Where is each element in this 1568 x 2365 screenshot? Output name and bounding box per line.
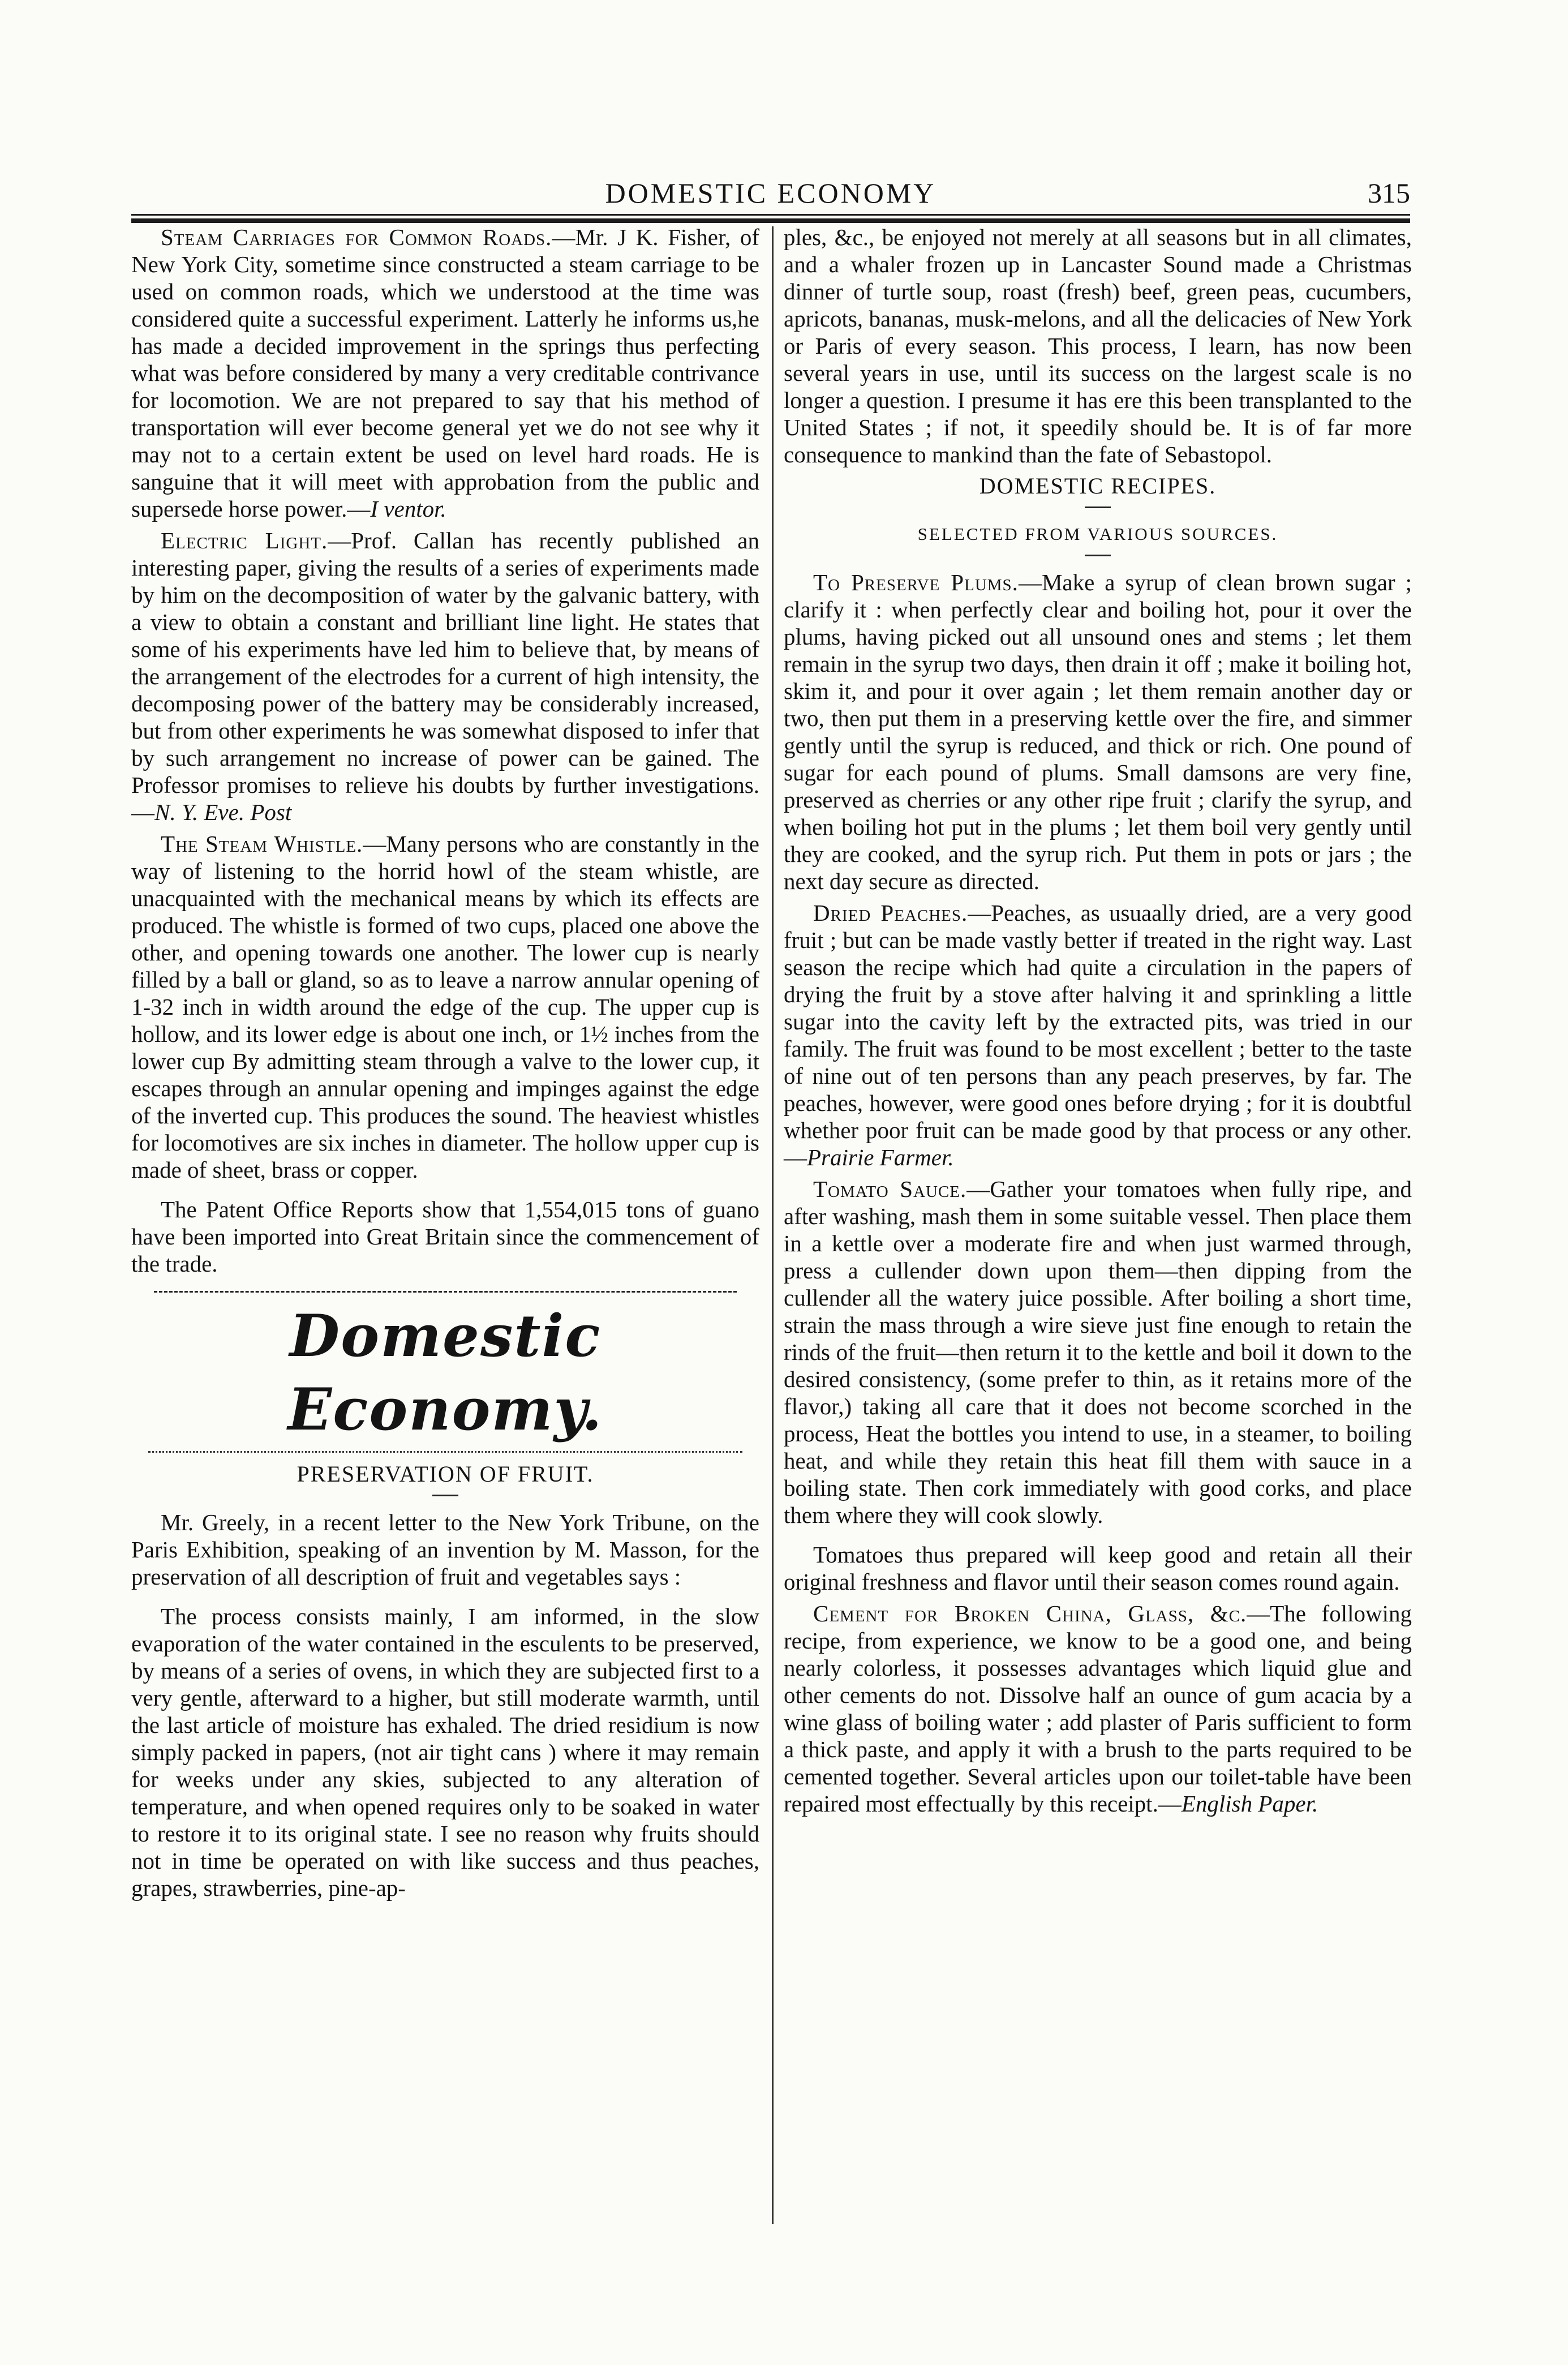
preservation-continued: ples, &c., be enjoyed not merely at all seasons but in all climates, and a whaler frozen up in Lancaster Sound made a Christmas dinner of turtle soup, roast (fresh) beef, green peas, cucumbers, apricots, bananas, musk-melons, and all the delicacies of New York or Paris of every season. This process, I learn, has now been several years in use, until its success on the largest scale is no longer a question. I presume it has ere this been transplanted to the United States ; if not, it speedily should be. It is of far more consequence to mankind than the fate of Sebastopol.: [784, 224, 1412, 467]
heading-dash: [1085, 507, 1111, 508]
article-body: —Many persons who are constantly in the way of listening to the horrid howl of the steam whistle, are unacquainted with the mechanical means by which its effects are produced. The whistle is formed of two cups, placed one above the other, and opening towards one another. The lower cup is nearly filled by a ball or gland, so as to leave a narrow annular opening of 1-32 inch in width around the edge of the cup. The upper cup is hollow, and its lower edge is about one inch, or 1½ inches from the lower cup By admitting steam through a valve to the lower cup, it escapes through an annular opening and impinges against the edge of the inverted cup. This produces the sound. The heaviest whistles for locomotives are six inches in diameter. The hollow upper cup is made of sheet, brass or copper.: [131, 831, 760, 1183]
recipe-title: Cement for Broken China, Glass, &c.: [813, 1600, 1247, 1626]
running-header: [131, 164, 1410, 209]
article-title: The Steam Whistle.: [161, 831, 363, 857]
article-steam-whistle: [131, 830, 759, 1183]
section-banner: Domestic Economy.: [287, 1302, 603, 1444]
article-source: N. Y. Eve. Post: [154, 799, 292, 825]
recipes-heading: DOMESTIC RECIPES.: [979, 473, 1217, 499]
preservation-quote: The process consists mainly, I am informed, in the slow evaporation of the water contained in the esculents to be preserved, by means of a series of ovens, in which they are subjected first to a very gentle, afterward to a higher, but still moderate warmth, until the last article of moisture has exhaled. The dried residium is now simply packed in papers, (not air tight cans ) where it may remain for weeks under any skies, subjected to any alteration of temperature, and when opened requires only to be soaked in water to restore it to its original state. I see no reason why fruits should not in time be operated on with like success and thus peaches, grapes, strawberries, pine-ap-: [131, 1603, 759, 1901]
recipe-cement: [784, 1600, 1412, 1817]
article-electric-light: [131, 527, 759, 826]
right-column: [784, 224, 1412, 1822]
recipe-title: Dried Peaches.: [813, 900, 968, 926]
article-guano: The Patent Office Reports show that 1,554,015 tons of guano have been imported into Great Britain since the commencement of the trade.: [131, 1196, 759, 1277]
recipe-title: Tomato Sauce.: [813, 1176, 967, 1202]
recipe-tomato-note: Tomatoes thus prepared will keep good and retain all their original freshness and flavor until their season comes round again.: [784, 1542, 1412, 1595]
article-title: Steam Carriages for Common Roads.: [161, 224, 552, 250]
article-title: Electric Light.: [161, 527, 328, 553]
recipe-source: Prairie Farmer.: [807, 1144, 954, 1170]
recipe-body: —Peaches, as usuaally dried, are a very good fruit ; but can be made vastly better if treated in the right way. Last season the recipe which had quite a circulation in the papers of drying the fruit by a stove after halving it and sprinkling a little sugar into the cavity left by the extracted pits, was tried in our family. The fruit was found to be most excellent ; better to the taste of nine out of ten persons than any peach preserves, by far. The peaches, however, were good ones before drying ; for it is doubtful whether poor fruit can be made good by that process or any other.—: [784, 900, 1412, 1170]
section-separator: [154, 1291, 737, 1293]
spacer: [131, 1595, 759, 1603]
recipe-body: —The following recipe, from experience, we know to be a good one, and being nearly colorless, it possesses advantages which liquid glue and other cements do not. Dissolve half an ounce of gum acacia by a wine glass of boiling water ; add plaster of Paris sufficient to form a thick paste, and apply it with a brush to the parts required to be cemented together. Several articles upon our toilet-table have been repaired most effectually by this receipt.—: [784, 1600, 1412, 1817]
recipe-body: —Gather your tomatoes when fully ripe, and after washing, mash them in some suitable vessel. Then place them in a kettle over a moderate fire and when just warmed through, press a cullender down upon them—then dipping from the cullender all the watery juice possible. After boiling a short time, strain the mass through a wire sieve just fine enough to retain the rinds of the fruit—then return it to the kettle and boil it down to the desired consistency, (some prefer to thin, as it retains more of the flavor,) taking all care that it does not become scorched in the process, Heat the bottles you intend to use, in a steamer, to boiling heat, and while they retain this heat fill them with sauce in a boiling state. Then cork immediately with good corks, and place them where they will cook slowly.: [784, 1176, 1412, 1528]
page-number: 315: [1368, 177, 1410, 209]
preservation-heading: PRESERVATION OF FRUIT.: [297, 1461, 594, 1487]
recipe-plums: [784, 569, 1412, 895]
article-body: —Prof. Callan has recently published an interesting paper, giving the results of a series of experiments made by him on the decomposition of water by the galvanic battery, with a view to obtain a constant and brilliant line light. He states that some of his experiments have led him to believe that, by means of the arrangement of the electrodes for a current of high intensity, the decomposing power of the battery may be considerably increased, but from other experiments he was somewhat disposed to infer that by such arrangement no increase of power can be gained. The Professor promises to relieve his doubts by further investigations.—: [131, 527, 759, 825]
column-divider: [772, 226, 774, 2224]
running-title: DOMESTIC ECONOMY: [605, 177, 936, 209]
header-rule-thin: [131, 214, 1410, 216]
banner-underline: [148, 1451, 742, 1453]
recipes-subheading: SELECTED FROM VARIOUS SOURCES.: [917, 524, 1278, 544]
article-source: I ventor.: [370, 496, 446, 522]
recipe-tomato-sauce: [784, 1175, 1412, 1529]
recipe-title: To Preserve Plums.: [813, 569, 1019, 595]
article-body: —Mr. J K. Fisher, of New York City, sometime since constructed a steam carriage to be used on common roads, which we understood at the time was considered quite a successful experiment. Latterly he informs us,he has made a decided improvement in the springs thus perfecting what was before considered by many a very creditable contrivance for locomotion. We are not prepared to say that his method of transportation will ever become general yet we do not see why it may not to a certain extent be used on level hard roads. He is sanguine that it will meet with approbation from the public and supersede horse power.—: [131, 224, 759, 522]
recipe-dried-peaches: [784, 899, 1412, 1171]
spacer: [784, 1533, 1412, 1541]
preservation-intro: Mr. Greely, in a recent letter to the New York Tribune, on the Paris Exhibition, speaking of an invention by M. Masson, for the preservation of all description of fruit and vegetables says :: [131, 1509, 759, 1590]
recipe-source: English Paper.: [1181, 1791, 1318, 1817]
heading-dash: [1085, 555, 1111, 556]
recipe-body: —Make a syrup of clean brown sugar ; clarify it : when perfectly clear and boiling hot, pour it over the plums, having picked out all unsound ones and stems ; let them remain in the syrup two days, then drain it off ; make it boiling hot, skim it, and pour it over again ; let them remain another day or two, then put them in a preserving kettle over the fire, and simmer gently until the syrup is reduced, and thick or rich. One pound of sugar for each pound of plums. Small damsons are very fine, preserved as cherries or any other ripe fruit ; clarify the syrup, and when boiling hot put in the plums ; let them boil very gently until they are cooked, and the syrup rich. Put them in pots or jars ; the next day secure as directed.: [784, 569, 1412, 894]
header-rule-thick: [131, 218, 1410, 223]
spacer: [131, 1188, 759, 1196]
heading-dash: [432, 1495, 458, 1496]
article-steam-carriages: [131, 224, 759, 522]
left-column: [131, 224, 759, 1906]
